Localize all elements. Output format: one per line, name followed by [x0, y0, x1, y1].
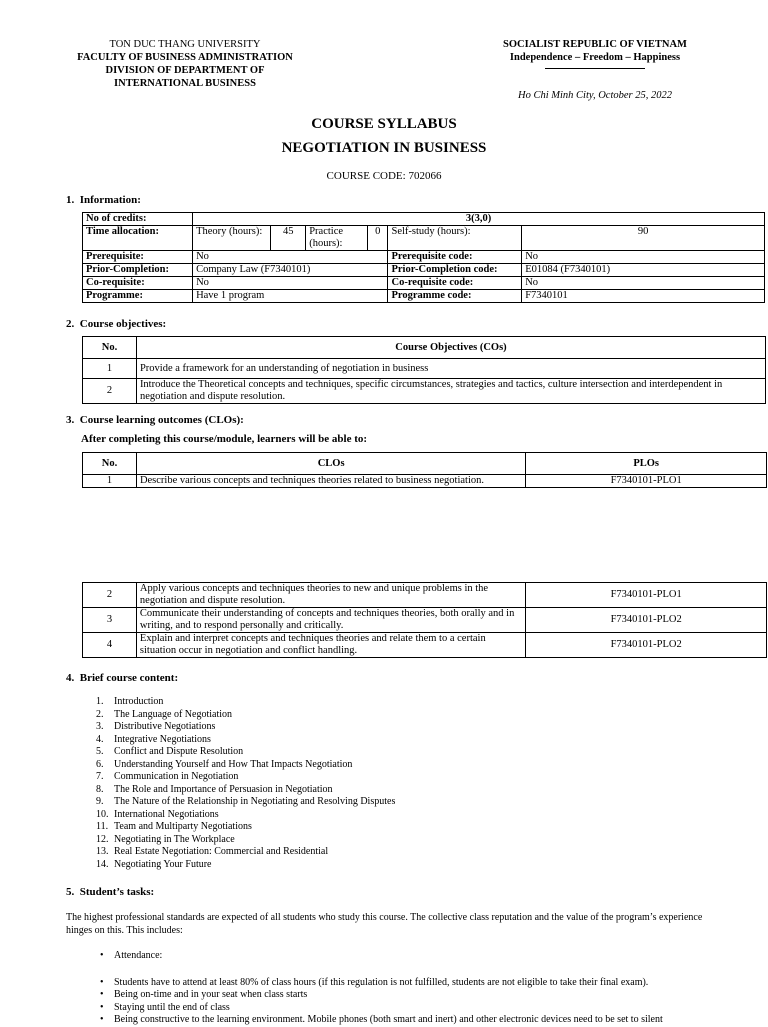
section-content-heading: 4. Brief course content:: [66, 672, 179, 684]
programme-code-value: F7340101: [522, 290, 765, 303]
list-item: 10. International Negotiations: [96, 808, 219, 820]
list-item: 1. Introduction: [96, 696, 164, 707]
clos-col-clos: CLOs: [136, 453, 525, 475]
list-item: 4. Integrative Negotiations: [96, 733, 211, 745]
course-code: COURSE CODE: 702066: [326, 170, 442, 182]
clo-text: Apply various concepts and techniques theories to new and unique problems in the negotiation and dispute resolution.: [136, 583, 525, 608]
institution-header: [60, 38, 310, 90]
credits-label: No of credits:: [83, 213, 193, 226]
clo-text: Describe various concepts and techniques theories related to business negotiation.: [136, 475, 525, 488]
practice-label: Practice (hours):: [306, 226, 368, 251]
prior-completion-value: Company Law (F7340101): [193, 264, 388, 277]
section-clos-heading: 3. Course learning outcomes (CLOs):: [66, 414, 244, 426]
prior-completion-code-label: Prior-Completion code:: [388, 264, 522, 277]
course-content-list: [98, 696, 395, 871]
clo-no: 4: [83, 633, 137, 658]
prior-completion-label: Prior-Completion:: [83, 264, 193, 277]
tasks-paragraph: The highest professional standards are expected of all students who study this course. The collective class reputation and the value of the program’s experience hinges on this. This includes:: [66, 912, 703, 936]
clos-table-part2: [82, 582, 767, 658]
objective-text: Provide a framework for an understanding of negotiation in business: [136, 359, 765, 379]
list-item: 12. Negotiating in The Workplace: [96, 833, 235, 845]
faculty-name: FACULTY OF BUSINESS ADMINISTRATION: [77, 52, 293, 63]
plo-code: F7340101-PLO1: [526, 583, 767, 608]
list-item: • Being on-time and in your seat when class starts: [100, 989, 740, 1002]
objective-text: Introduce the Theoretical concepts and techniques, specific circumstances, strategies and tactics, culture intersection and interdependent in negotiation and dispute resolution.: [136, 379, 765, 404]
list-item: • Students have to attend at least 80% of class hours (if this regulation is not fulfilled, students are not eligible to take their final exam).: [100, 977, 740, 990]
list-item: 3. Distributive Negotiations: [96, 721, 216, 732]
corequisite-label: Co-requisite:: [83, 277, 193, 290]
clo-no: 2: [83, 583, 137, 608]
list-item: • Being constructive to the learning environment. Mobile phones (both smart and inert) and other electronic devices need to be set to silent: [100, 1014, 740, 1027]
section-tasks-heading: 5. Student’s tasks:: [66, 886, 155, 898]
division-name: DIVISION OF DEPARTMENT OF: [105, 65, 265, 76]
plo-code: F7340101-PLO1: [526, 475, 767, 488]
list-item: • Attendance:: [100, 950, 740, 963]
list-item: 9. The Nature of the Relationship in Negotiating and Resolving Disputes: [96, 796, 396, 807]
programme-code-label: Programme code:: [388, 290, 522, 303]
time-allocation-label: Time allocation:: [83, 226, 193, 251]
corequisite-code-label: Co-requisite code:: [388, 277, 522, 290]
list-item: 13. Real Estate Negotiation: Commercial and Residential: [96, 846, 329, 857]
list-item: 11. Team and Multiparty Negotiations: [96, 821, 252, 832]
objectives-col-no: No.: [83, 337, 137, 359]
programme-label: Programme:: [83, 290, 193, 303]
university-name: TON DUC THANG UNIVERSITY: [109, 39, 261, 50]
motto: Independence – Freedom – Happiness: [509, 52, 681, 63]
credits-value: 3(3,0): [193, 213, 765, 226]
theory-label: Theory (hours):: [193, 226, 271, 251]
corequisite-code-value: No: [522, 277, 765, 290]
theory-value: 45: [271, 226, 306, 251]
selfstudy-value: 90: [522, 226, 765, 251]
list-item: 6. Understanding Yourself and How That Impacts Negotiation: [96, 758, 353, 770]
prerequisite-code-label: Prerequisite code:: [388, 251, 522, 264]
plo-code: F7340101-PLO2: [526, 608, 767, 633]
objectives-col-title: Course Objectives (COs): [136, 337, 765, 359]
department-name: INTERNATIONAL BUSINESS: [114, 78, 256, 89]
objective-no: 2: [83, 379, 137, 404]
tasks-list: [100, 950, 740, 1027]
prior-completion-code-value: E01084 (F7340101): [522, 264, 765, 277]
list-item: 5. Conflict and Dispute Resolution: [96, 746, 244, 757]
programme-value: Have 1 program: [193, 290, 388, 303]
clo-text: Communicate their understanding of concepts and techniques theories, both orally and in writing, and to respond personally and critically.: [136, 608, 525, 633]
objectives-table: [82, 336, 766, 404]
selfstudy-label: Self-study (hours):: [388, 226, 522, 251]
clo-text: Explain and interpret concepts and techniques theories and relate them to a certain situation occur in negotiation and conflict handling.: [136, 633, 525, 658]
republic-name: SOCIALIST REPUBLIC OF VIETNAM: [503, 39, 687, 50]
clos-col-no: No.: [83, 453, 137, 475]
syllabus-title: COURSE SYLLABUS: [311, 116, 457, 132]
information-table: [82, 212, 765, 303]
clo-no: 1: [83, 475, 137, 488]
republic-header: [470, 38, 720, 69]
objective-no: 1: [83, 359, 137, 379]
list-item: 14. Negotiating Your Future: [96, 858, 212, 870]
section-objectives-heading: 2. Course objectives:: [66, 318, 167, 330]
section-clos-subheading: After completing this course/module, learners will be able to:: [81, 433, 368, 445]
plo-code: F7340101-PLO2: [526, 633, 767, 658]
prerequisite-code-value: No: [522, 251, 765, 264]
list-item: • Staying until the end of class: [100, 1002, 740, 1015]
prerequisite-label: Prerequisite:: [83, 251, 193, 264]
list-item: 8. The Role and Importance of Persuasion in Negotiation: [96, 783, 333, 795]
list-item: 2. The Language of Negotiation: [96, 708, 233, 720]
corequisite-value: No: [193, 277, 388, 290]
list-item: 7. Communication in Negotiation: [96, 771, 239, 782]
clos-col-plos: PLOs: [526, 453, 767, 475]
header-divider: [545, 68, 645, 69]
issue-date: Ho Chi Minh City, October 25, 2022: [518, 90, 672, 101]
clos-table-part1: [82, 452, 767, 488]
section-information-heading: 1. Information:: [66, 194, 141, 206]
clo-no: 3: [83, 608, 137, 633]
practice-value: 0: [367, 226, 388, 251]
course-title: NEGOTIATION IN BUSINESS: [281, 140, 487, 156]
prerequisite-value: No: [193, 251, 388, 264]
